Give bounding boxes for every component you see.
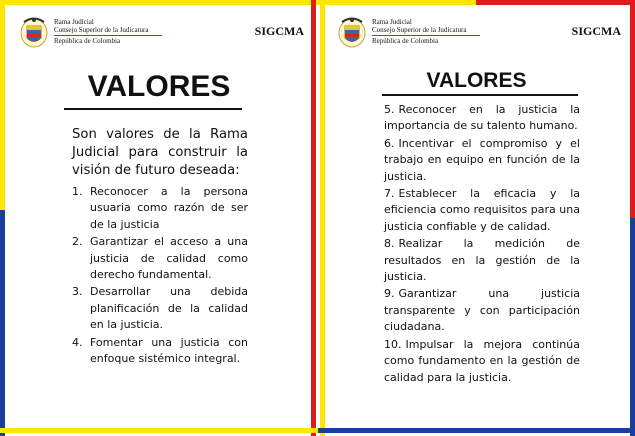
- list-item: [72, 335, 248, 368]
- values-list: [72, 184, 248, 368]
- yellow-border-left: [0, 0, 5, 210]
- red-border-right: [630, 0, 635, 218]
- org-divider: [54, 35, 162, 36]
- list-item: [384, 102, 580, 135]
- item-number: 3.: [72, 285, 83, 299]
- item-text: Garantizar una justicia transparente y con participación ciudadana.: [384, 287, 580, 334]
- org-line-2: Consejo Superior de la Judicatura: [54, 26, 149, 34]
- item-text: Desarrollar una debida planificación de la calidad en la justicia.: [90, 285, 248, 332]
- item-number: 9.: [384, 287, 395, 301]
- item-text: Incentivar el compromiso y el trabajo en equipo en función de la justicia.: [384, 136, 580, 183]
- list-item: [72, 284, 248, 333]
- values-list: [384, 102, 580, 387]
- page-title: VALORES: [426, 69, 527, 92]
- list-item: [72, 234, 248, 283]
- organization-name: [372, 18, 480, 45]
- item-text: Establecer la eficacia y la eficiencia como requisitos para una justicia confiable y de calidad.: [384, 187, 580, 233]
- yellow-border-left: [320, 0, 325, 436]
- page-title: VALORES: [87, 70, 231, 103]
- list-item: [72, 184, 248, 233]
- item-number: 1.: [72, 185, 83, 198]
- header: [332, 14, 621, 56]
- blue-border-left: [0, 210, 5, 436]
- yellow-border-bottom: [0, 428, 318, 433]
- coat-of-arms-icon: [18, 14, 50, 50]
- item-number: 6.: [384, 136, 395, 150]
- item-number: 4.: [72, 335, 83, 349]
- item-text: Realizar la medición de resultados en la gestión de la justicia.: [384, 237, 580, 284]
- title-underline: [382, 94, 578, 96]
- item-text: Garantizar el acceso a una justicia de calidad como derecho fundamental.: [90, 235, 248, 282]
- item-number: 10.: [384, 337, 402, 351]
- red-border-top: [476, 0, 635, 5]
- list-item: [384, 186, 580, 235]
- org-line-3: República de Colombia: [372, 37, 439, 45]
- right-panel: [318, 0, 635, 436]
- org-line-1: Rama Judicial: [54, 18, 94, 26]
- list-item: [384, 337, 580, 386]
- blue-border-bottom: [318, 428, 635, 433]
- list-item: [384, 286, 580, 335]
- list-item: [384, 236, 580, 285]
- blue-border-right: [630, 218, 635, 436]
- intro-text: Son valores de la Rama Judicial para construir la visión de futuro deseada:: [72, 127, 248, 178]
- coat-of-arms-icon: [336, 14, 368, 50]
- list-item: [384, 136, 580, 185]
- item-number: 2.: [72, 235, 83, 249]
- org-divider: [372, 35, 480, 36]
- red-border-right: [311, 0, 316, 436]
- item-text: Reconocer en la justicia la importancia de su talento humano.: [384, 103, 580, 133]
- item-number: 5.: [384, 103, 395, 116]
- yellow-border-top: [318, 0, 476, 5]
- item-number: 7.: [384, 187, 395, 201]
- item-text: Impulsar la mejora continúa como fundamento en la gestión de calidad para la justicia.: [384, 337, 580, 384]
- item-text: Fomentar una justicia con enfoque sistémico integral.: [90, 335, 248, 366]
- yellow-border-top: [0, 0, 318, 5]
- title-underline: [64, 108, 242, 110]
- item-number: 8.: [384, 237, 395, 251]
- org-line-3: República de Colombia: [54, 37, 121, 45]
- system-name: SIGCMA: [571, 24, 621, 38]
- org-line-1: Rama Judicial: [372, 18, 412, 26]
- system-name: SIGCMA: [254, 24, 304, 38]
- header: [14, 14, 304, 56]
- org-line-2: Consejo Superior de la Judicatura: [372, 26, 467, 34]
- item-text: Reconocer a la persona usuaria como razón de ser de la justicia: [90, 185, 248, 231]
- organization-name: [54, 18, 162, 45]
